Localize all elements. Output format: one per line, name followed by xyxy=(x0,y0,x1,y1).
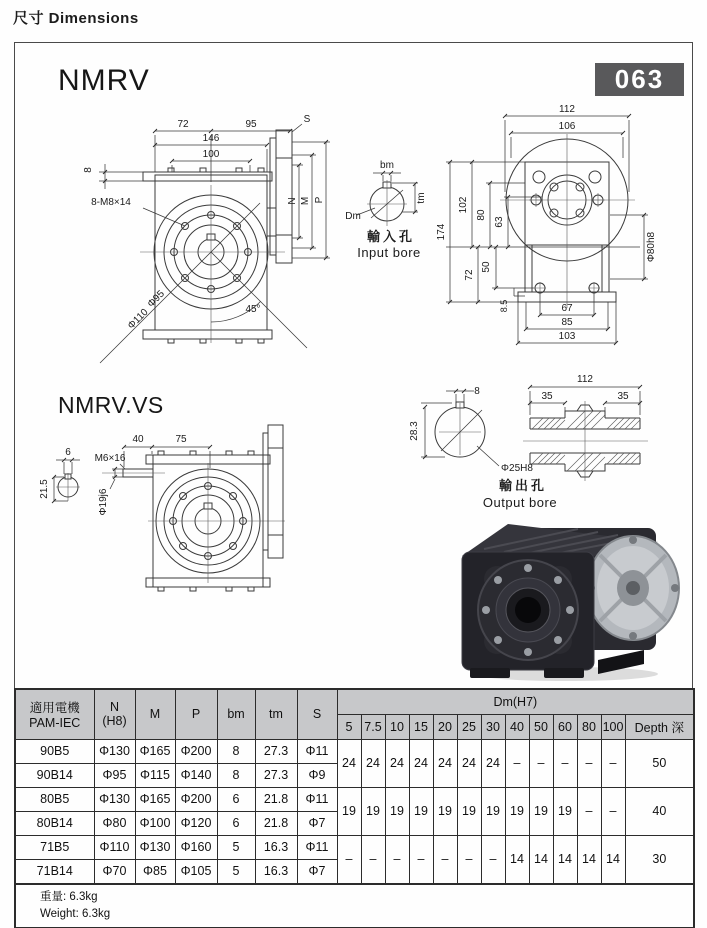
col-dm-25: 25 xyxy=(457,714,481,739)
cell-dm: 19 xyxy=(409,787,433,835)
model-title: NMRV xyxy=(58,64,150,97)
cell-n: Φ110 xyxy=(94,835,135,859)
cell-dm: – xyxy=(601,739,625,787)
dim-103: 103 xyxy=(558,331,576,342)
col-dm-60: 60 xyxy=(553,714,577,739)
weight-cn: 重量: 6.3kg xyxy=(40,891,98,904)
cell-dm: – xyxy=(577,739,601,787)
cell-m: Φ85 xyxy=(135,859,175,884)
table-row xyxy=(15,787,694,811)
cell-s: Φ11 xyxy=(297,739,337,763)
input-bore-dimensions xyxy=(345,160,427,260)
output-bore-geometry xyxy=(435,402,499,466)
cell-dm: 24 xyxy=(481,739,505,787)
col-n-line2: (H8) xyxy=(102,714,127,729)
cell-dm: – xyxy=(457,835,481,884)
dim-106: 106 xyxy=(558,121,576,132)
cell-dm: – xyxy=(601,787,625,835)
dim-85: 85 xyxy=(561,317,573,328)
cell-dm: 24 xyxy=(409,739,433,787)
cell-bm: 5 xyxy=(217,859,255,884)
dim-72b: 72 xyxy=(464,269,475,281)
cell-dm: 14 xyxy=(529,835,553,884)
dim-28p3: 28.3 xyxy=(409,421,420,441)
dim-174: 174 xyxy=(436,223,447,241)
cell-dm: – xyxy=(361,835,385,884)
cell-dm: – xyxy=(529,739,553,787)
cell-n: Φ130 xyxy=(94,739,135,763)
dim-phi19j6: Φ19j6 xyxy=(98,488,109,516)
dim-p: P xyxy=(314,196,325,204)
cell-dm: – xyxy=(409,835,433,884)
cell-dm: 19 xyxy=(505,787,529,835)
col-dm-5: 5 xyxy=(337,714,361,739)
cell-p: Φ200 xyxy=(175,739,217,763)
rear-view-dimensions xyxy=(436,104,657,345)
table-row xyxy=(15,835,694,859)
cell-model: 80B14 xyxy=(15,811,94,835)
dim-80: 80 xyxy=(476,209,487,221)
cell-dm: 14 xyxy=(577,835,601,884)
cell-dm: 24 xyxy=(361,739,385,787)
dim-m: M xyxy=(300,196,311,206)
cell-model: 90B14 xyxy=(15,763,94,787)
dim-45deg: 45° xyxy=(245,304,261,315)
cell-dm: 19 xyxy=(337,787,361,835)
col-dm-10: 10 xyxy=(385,714,409,739)
cell-s: Φ11 xyxy=(297,787,337,811)
cell-s: Φ9 xyxy=(297,763,337,787)
cell-tm: 16.3 xyxy=(255,835,297,859)
cell-dm: – xyxy=(337,835,361,884)
cell-depth: 30 xyxy=(625,835,694,884)
dim-35-left: 35 xyxy=(541,391,553,402)
cell-n: Φ95 xyxy=(94,763,135,787)
col-pam-line2: PAM-IEC xyxy=(29,716,81,731)
col-dm-group: Dm(H7) xyxy=(337,689,694,714)
cell-dm: 24 xyxy=(433,739,457,787)
dim-tm: tm xyxy=(416,192,427,204)
dim-63: 63 xyxy=(494,216,505,228)
weight-note xyxy=(15,884,694,928)
nmrv-front-drawing xyxy=(55,108,387,364)
col-dm-40: 40 xyxy=(505,714,529,739)
dim-21p5: 21.5 xyxy=(39,479,50,499)
col-p: P xyxy=(175,689,217,739)
label-s: S xyxy=(303,114,311,125)
cell-depth: 40 xyxy=(625,787,694,835)
model-vs-title: NMRV.VS xyxy=(58,392,164,418)
cell-dm: 14 xyxy=(553,835,577,884)
col-dm-80: 80 xyxy=(577,714,601,739)
cell-tm: 21.8 xyxy=(255,787,297,811)
cell-m: Φ130 xyxy=(135,835,175,859)
cell-s: Φ7 xyxy=(297,859,337,884)
cell-n: Φ80 xyxy=(94,811,135,835)
cell-dm: – xyxy=(433,835,457,884)
cell-dm: 19 xyxy=(529,787,553,835)
dim-102: 102 xyxy=(458,196,469,214)
output-bore-label-en: Output bore xyxy=(482,495,558,510)
dim-50: 50 xyxy=(481,261,492,273)
cell-dm: – xyxy=(553,739,577,787)
cell-dm: – xyxy=(481,835,505,884)
rear-view-geometry xyxy=(500,134,635,308)
dim-75: 75 xyxy=(175,434,187,445)
dim-72: 72 xyxy=(177,119,189,130)
cell-dm: 24 xyxy=(337,739,361,787)
col-n-line1: N xyxy=(109,700,120,715)
size-badge: 063 xyxy=(595,63,684,96)
cell-p: Φ160 xyxy=(175,835,217,859)
cell-tm: 16.3 xyxy=(255,859,297,884)
col-bm: bm xyxy=(217,689,255,739)
col-tm: tm xyxy=(255,689,297,739)
cell-p: Φ200 xyxy=(175,787,217,811)
cell-bm: 8 xyxy=(217,739,255,763)
cell-p: Φ140 xyxy=(175,763,217,787)
col-pam-line1: 適用電機 xyxy=(29,701,80,716)
cell-dm: 19 xyxy=(553,787,577,835)
cell-model: 71B14 xyxy=(15,859,94,884)
dim-phi80h8: Φ80h8 xyxy=(646,231,657,263)
dim-phi25h8: Φ25H8 xyxy=(501,463,533,474)
table-row xyxy=(15,739,694,763)
cell-dm: – xyxy=(505,739,529,787)
col-m: M xyxy=(135,689,175,739)
cell-depth: 50 xyxy=(625,739,694,787)
gearbox-illustration xyxy=(462,524,679,681)
col-dm-30: 30 xyxy=(481,714,505,739)
cell-m: Φ115 xyxy=(135,763,175,787)
dim-8-output: 8 xyxy=(474,386,480,397)
cell-dm: – xyxy=(385,835,409,884)
cell-bm: 6 xyxy=(217,811,255,835)
dim-95: 95 xyxy=(245,119,257,130)
cell-dm: 19 xyxy=(457,787,481,835)
dim-phi110: Φ110 xyxy=(125,306,151,332)
nmrv-vs-drawing xyxy=(40,388,350,614)
cell-dm: 14 xyxy=(505,835,529,884)
cell-dm: 24 xyxy=(385,739,409,787)
cell-m: Φ100 xyxy=(135,811,175,835)
output-bore-label-cn: 輸出孔 xyxy=(498,478,548,493)
cell-model: 71B5 xyxy=(15,835,94,859)
col-depth: Depth 深 xyxy=(625,714,694,739)
table-footer-row xyxy=(15,884,694,928)
dim-112: 112 xyxy=(559,104,575,115)
col-dm-20: 20 xyxy=(433,714,457,739)
output-bore-diagram xyxy=(403,373,703,515)
cell-dm: 24 xyxy=(457,739,481,787)
dim-8p5: 8.5 xyxy=(499,299,509,313)
page-title: 尺寸 Dimensions xyxy=(13,10,139,27)
dim-146: 146 xyxy=(202,133,220,144)
cell-m: Φ165 xyxy=(135,739,175,763)
dim-dm: Dm xyxy=(345,211,361,222)
dim-6: 6 xyxy=(65,447,71,458)
dim-8: 8 xyxy=(83,167,94,173)
output-bore-dimensions xyxy=(409,386,557,510)
dim-n: N xyxy=(287,197,298,205)
cell-dm: – xyxy=(577,787,601,835)
cell-tm: 27.3 xyxy=(255,763,297,787)
cell-n: Φ130 xyxy=(94,787,135,811)
cell-s: Φ11 xyxy=(297,835,337,859)
cell-bm: 5 xyxy=(217,835,255,859)
dim-bm: bm xyxy=(380,160,394,171)
cell-dm: 19 xyxy=(481,787,505,835)
input-bore-geometry xyxy=(357,180,407,226)
cell-tm: 21.8 xyxy=(255,811,297,835)
cell-model: 90B5 xyxy=(15,739,94,763)
dim-m6x16: M6×16 xyxy=(94,453,126,464)
dim-35-right: 35 xyxy=(617,391,629,402)
cell-model: 80B5 xyxy=(15,787,94,811)
cell-n: Φ70 xyxy=(94,859,135,884)
cell-dm: 19 xyxy=(361,787,385,835)
dim-112-shaft: 112 xyxy=(577,374,593,385)
cell-m: Φ165 xyxy=(135,787,175,811)
vs-geometry xyxy=(56,425,285,591)
input-bore-label-en: Input bore xyxy=(357,245,421,260)
cell-dm: 14 xyxy=(601,835,625,884)
col-dm-100: 100 xyxy=(601,714,625,739)
col-n xyxy=(94,689,135,739)
cell-dm: 19 xyxy=(433,787,457,835)
cell-tm: 27.3 xyxy=(255,739,297,763)
cell-p: Φ120 xyxy=(175,811,217,835)
dimension-table xyxy=(14,688,695,928)
weight-en: Weight: 6.3kg xyxy=(40,907,111,920)
col-dm-7p5: 7.5 xyxy=(361,714,385,739)
dim-100: 100 xyxy=(202,149,220,160)
gearbox-photo xyxy=(448,500,683,685)
cell-bm: 8 xyxy=(217,763,255,787)
col-dm-50: 50 xyxy=(529,714,553,739)
bolt-callout: 8-M8×14 xyxy=(91,197,131,208)
cell-p: Φ105 xyxy=(175,859,217,884)
col-dm-15: 15 xyxy=(409,714,433,739)
hollow-shaft-section xyxy=(523,374,648,481)
col-pam-iec xyxy=(15,689,94,739)
cell-dm: 19 xyxy=(385,787,409,835)
cell-s: Φ7 xyxy=(297,811,337,835)
rear-view-drawing xyxy=(430,100,691,360)
col-s: S xyxy=(297,689,337,739)
dim-40: 40 xyxy=(132,434,144,445)
cell-bm: 6 xyxy=(217,787,255,811)
input-bore-label-cn: 輸入孔 xyxy=(366,229,416,244)
dim-67: 67 xyxy=(561,303,573,314)
dim-phi95: Φ95 xyxy=(145,288,167,310)
